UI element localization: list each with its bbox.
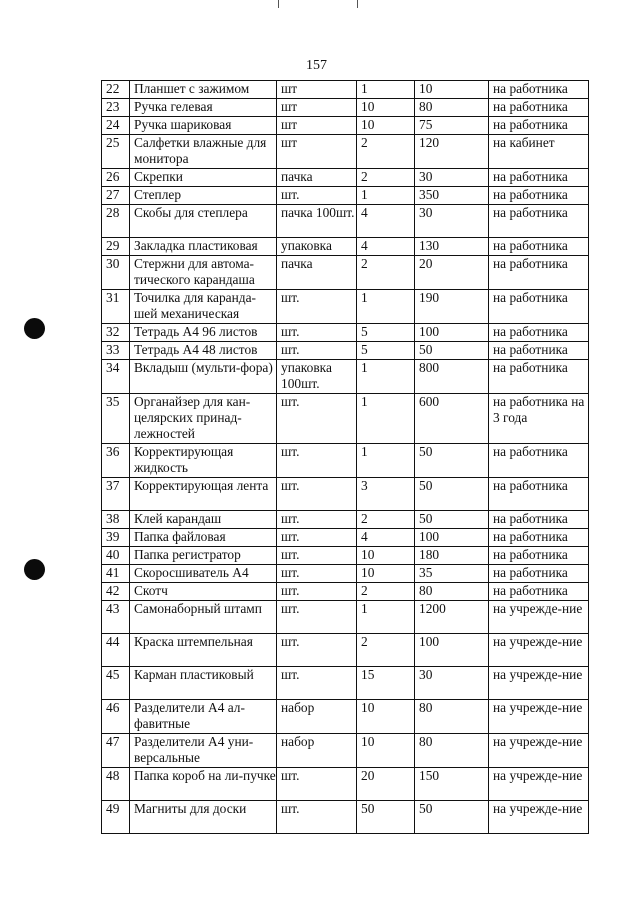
- table-row: [102, 565, 589, 583]
- cell-price: 180: [415, 547, 489, 565]
- table-row: [102, 169, 589, 187]
- cell-quantity: 2: [357, 169, 415, 187]
- table-row: [102, 547, 589, 565]
- cell-row-number: 22: [102, 81, 130, 99]
- cell-unit: пачка 100шт.: [277, 205, 357, 238]
- table-row: [102, 360, 589, 394]
- table-row: [102, 478, 589, 511]
- cell-price: 50: [415, 801, 489, 834]
- cell-item-name: Планшет с зажимом: [130, 81, 277, 99]
- table-row: [102, 117, 589, 135]
- cell-quantity: 4: [357, 238, 415, 256]
- cell-quantity: 10: [357, 99, 415, 117]
- cell-unit: набор: [277, 734, 357, 768]
- cell-assignment: на работника: [489, 117, 589, 135]
- cell-price: 20: [415, 256, 489, 290]
- cell-quantity: 15: [357, 667, 415, 700]
- cell-item-name: Органайзер для кан-целярских принад-лежностей: [130, 394, 277, 444]
- cell-item-name: Закладка пластиковая: [130, 238, 277, 256]
- cell-assignment: на учрежде-ние: [489, 768, 589, 801]
- cell-row-number: 29: [102, 238, 130, 256]
- cell-row-number: 31: [102, 290, 130, 324]
- table-row: [102, 324, 589, 342]
- cell-assignment: на учрежде-ние: [489, 634, 589, 667]
- cell-row-number: 40: [102, 547, 130, 565]
- cell-unit: шт.: [277, 801, 357, 834]
- cell-item-name: Скрепки: [130, 169, 277, 187]
- cell-assignment: на работника: [489, 547, 589, 565]
- cell-item-name: Вкладыш (мульти-фора): [130, 360, 277, 394]
- table-row: [102, 634, 589, 667]
- cell-assignment: на учрежде-ние: [489, 734, 589, 768]
- cell-price: 100: [415, 324, 489, 342]
- cell-assignment: на работника: [489, 565, 589, 583]
- cell-row-number: 44: [102, 634, 130, 667]
- cell-unit: шт: [277, 81, 357, 99]
- cell-item-name: Клей карандаш: [130, 511, 277, 529]
- cell-quantity: 2: [357, 135, 415, 169]
- cell-item-name: Тетрадь А4 96 листов: [130, 324, 277, 342]
- cell-unit: шт.: [277, 394, 357, 444]
- table-row: [102, 700, 589, 734]
- cell-row-number: 33: [102, 342, 130, 360]
- cell-row-number: 37: [102, 478, 130, 511]
- cell-item-name: Магниты для доски: [130, 801, 277, 834]
- cell-assignment: на работника: [489, 342, 589, 360]
- cell-price: 80: [415, 700, 489, 734]
- cell-item-name: Скотч: [130, 583, 277, 601]
- cell-assignment: на работника: [489, 511, 589, 529]
- cell-unit: шт.: [277, 601, 357, 634]
- table-row: [102, 238, 589, 256]
- cell-item-name: Стержни для автома-тического карандаша: [130, 256, 277, 290]
- cell-item-name: Точилка для каранда-шей механическая: [130, 290, 277, 324]
- cell-price: 350: [415, 187, 489, 205]
- cell-quantity: 5: [357, 342, 415, 360]
- cell-quantity: 4: [357, 529, 415, 547]
- cell-assignment: на работника: [489, 444, 589, 478]
- cell-row-number: 27: [102, 187, 130, 205]
- cell-unit: шт: [277, 99, 357, 117]
- cell-price: 80: [415, 583, 489, 601]
- table-row: [102, 768, 589, 801]
- cell-quantity: 1: [357, 394, 415, 444]
- cell-unit: шт.: [277, 565, 357, 583]
- table-row: [102, 801, 589, 834]
- cell-assignment: на работника: [489, 238, 589, 256]
- cell-price: 130: [415, 238, 489, 256]
- cell-item-name: Скоросшиватель А4: [130, 565, 277, 583]
- cell-price: 1200: [415, 601, 489, 634]
- cell-price: 50: [415, 511, 489, 529]
- cell-item-name: Скобы для степлера: [130, 205, 277, 238]
- cell-item-name: Ручка гелевая: [130, 99, 277, 117]
- cell-assignment: на учрежде-ние: [489, 700, 589, 734]
- cell-quantity: 10: [357, 700, 415, 734]
- table-row: [102, 99, 589, 117]
- cell-quantity: 3: [357, 478, 415, 511]
- cell-row-number: 46: [102, 700, 130, 734]
- cell-row-number: 48: [102, 768, 130, 801]
- cell-unit: шт.: [277, 547, 357, 565]
- cell-item-name: Разделители А4 уни-версальные: [130, 734, 277, 768]
- cell-row-number: 45: [102, 667, 130, 700]
- cell-assignment: на работника: [489, 583, 589, 601]
- cell-row-number: 41: [102, 565, 130, 583]
- cell-unit: упаковка 100шт.: [277, 360, 357, 394]
- cell-unit: шт.: [277, 634, 357, 667]
- cell-row-number: 34: [102, 360, 130, 394]
- cell-unit: шт.: [277, 187, 357, 205]
- cell-unit: шт.: [277, 478, 357, 511]
- cell-price: 190: [415, 290, 489, 324]
- cell-unit: пачка: [277, 256, 357, 290]
- table-row: [102, 394, 589, 444]
- cell-item-name: Карман пластиковый: [130, 667, 277, 700]
- cell-quantity: 10: [357, 734, 415, 768]
- cell-assignment: на работника: [489, 529, 589, 547]
- cell-assignment: на учрежде-ние: [489, 801, 589, 834]
- cell-row-number: 23: [102, 99, 130, 117]
- cell-item-name: Ручка шариковая: [130, 117, 277, 135]
- cell-unit: пачка: [277, 169, 357, 187]
- cell-unit: набор: [277, 700, 357, 734]
- cell-item-name: Папка короб на ли-пучке: [130, 768, 277, 801]
- cell-unit: шт: [277, 117, 357, 135]
- cell-row-number: 47: [102, 734, 130, 768]
- cell-assignment: на работника: [489, 187, 589, 205]
- cell-assignment: на кабинет: [489, 135, 589, 169]
- cell-row-number: 42: [102, 583, 130, 601]
- cell-unit: шт.: [277, 444, 357, 478]
- cell-quantity: 50: [357, 801, 415, 834]
- cell-price: 50: [415, 478, 489, 511]
- cell-assignment: на работника: [489, 99, 589, 117]
- cell-quantity: 4: [357, 205, 415, 238]
- cell-quantity: 20: [357, 768, 415, 801]
- table-row: [102, 667, 589, 700]
- cell-row-number: 35: [102, 394, 130, 444]
- cell-item-name: Корректирующая жидкость: [130, 444, 277, 478]
- cell-unit: шт.: [277, 583, 357, 601]
- table-row: [102, 734, 589, 768]
- cell-quantity: 1: [357, 601, 415, 634]
- table-row: [102, 187, 589, 205]
- punch-hole-bottom: [24, 559, 45, 580]
- cell-row-number: 39: [102, 529, 130, 547]
- cell-price: 50: [415, 444, 489, 478]
- cell-row-number: 43: [102, 601, 130, 634]
- cell-row-number: 38: [102, 511, 130, 529]
- cell-price: 50: [415, 342, 489, 360]
- cell-assignment: на работника на 3 года: [489, 394, 589, 444]
- cell-assignment: на работника: [489, 324, 589, 342]
- cell-price: 100: [415, 529, 489, 547]
- cell-unit: шт.: [277, 342, 357, 360]
- cell-price: 30: [415, 169, 489, 187]
- cell-row-number: 24: [102, 117, 130, 135]
- cell-quantity: 1: [357, 444, 415, 478]
- cell-price: 80: [415, 734, 489, 768]
- table-row: [102, 583, 589, 601]
- cell-price: 150: [415, 768, 489, 801]
- scan-mark: [278, 0, 279, 8]
- cell-assignment: на работника: [489, 205, 589, 238]
- cell-assignment: на работника: [489, 81, 589, 99]
- cell-item-name: Самонаборный штамп: [130, 601, 277, 634]
- cell-unit: шт: [277, 135, 357, 169]
- cell-assignment: на работника: [489, 256, 589, 290]
- cell-price: 10: [415, 81, 489, 99]
- cell-unit: шт.: [277, 511, 357, 529]
- cell-row-number: 32: [102, 324, 130, 342]
- cell-assignment: на работника: [489, 478, 589, 511]
- cell-assignment: на работника: [489, 169, 589, 187]
- cell-price: 35: [415, 565, 489, 583]
- cell-price: 30: [415, 205, 489, 238]
- cell-item-name: Краска штемпельная: [130, 634, 277, 667]
- table-row: [102, 342, 589, 360]
- cell-price: 600: [415, 394, 489, 444]
- scan-mark: [357, 0, 358, 8]
- cell-price: 75: [415, 117, 489, 135]
- cell-price: 120: [415, 135, 489, 169]
- cell-row-number: 49: [102, 801, 130, 834]
- table-row: [102, 135, 589, 169]
- cell-quantity: 1: [357, 360, 415, 394]
- cell-quantity: 1: [357, 81, 415, 99]
- cell-assignment: на учрежде-ние: [489, 667, 589, 700]
- cell-quantity: 5: [357, 324, 415, 342]
- cell-unit: шт.: [277, 768, 357, 801]
- cell-price: 800: [415, 360, 489, 394]
- cell-quantity: 2: [357, 583, 415, 601]
- cell-unit: шт.: [277, 529, 357, 547]
- punch-hole-top: [24, 318, 45, 339]
- cell-unit: шт.: [277, 324, 357, 342]
- cell-quantity: 1: [357, 187, 415, 205]
- cell-row-number: 30: [102, 256, 130, 290]
- table-row: [102, 444, 589, 478]
- cell-quantity: 1: [357, 290, 415, 324]
- cell-price: 80: [415, 99, 489, 117]
- cell-row-number: 28: [102, 205, 130, 238]
- cell-quantity: 10: [357, 565, 415, 583]
- cell-row-number: 26: [102, 169, 130, 187]
- table-row: [102, 529, 589, 547]
- cell-price: 30: [415, 667, 489, 700]
- table-row: [102, 290, 589, 324]
- cell-unit: шт.: [277, 667, 357, 700]
- cell-quantity: 2: [357, 256, 415, 290]
- cell-assignment: на учрежде-ние: [489, 601, 589, 634]
- table-row: [102, 511, 589, 529]
- cell-item-name: Папка файловая: [130, 529, 277, 547]
- cell-item-name: Тетрадь А4 48 листов: [130, 342, 277, 360]
- cell-item-name: Папка регистратор: [130, 547, 277, 565]
- table-row: [102, 81, 589, 99]
- page-number: 157: [306, 58, 327, 73]
- cell-item-name: Разделители А4 ал-фавитные: [130, 700, 277, 734]
- cell-assignment: на работника: [489, 290, 589, 324]
- cell-item-name: Степлер: [130, 187, 277, 205]
- cell-unit: упаковка: [277, 238, 357, 256]
- cell-item-name: Салфетки влажные для монитора: [130, 135, 277, 169]
- table-row: [102, 601, 589, 634]
- cell-quantity: 2: [357, 634, 415, 667]
- table-row: [102, 256, 589, 290]
- cell-assignment: на работника: [489, 360, 589, 394]
- cell-quantity: 2: [357, 511, 415, 529]
- cell-item-name: Корректирующая лента: [130, 478, 277, 511]
- table-row: [102, 205, 589, 238]
- cell-row-number: 25: [102, 135, 130, 169]
- cell-price: 100: [415, 634, 489, 667]
- cell-unit: шт.: [277, 290, 357, 324]
- cell-quantity: 10: [357, 547, 415, 565]
- cell-quantity: 10: [357, 117, 415, 135]
- cell-row-number: 36: [102, 444, 130, 478]
- supplies-table: [101, 80, 589, 834]
